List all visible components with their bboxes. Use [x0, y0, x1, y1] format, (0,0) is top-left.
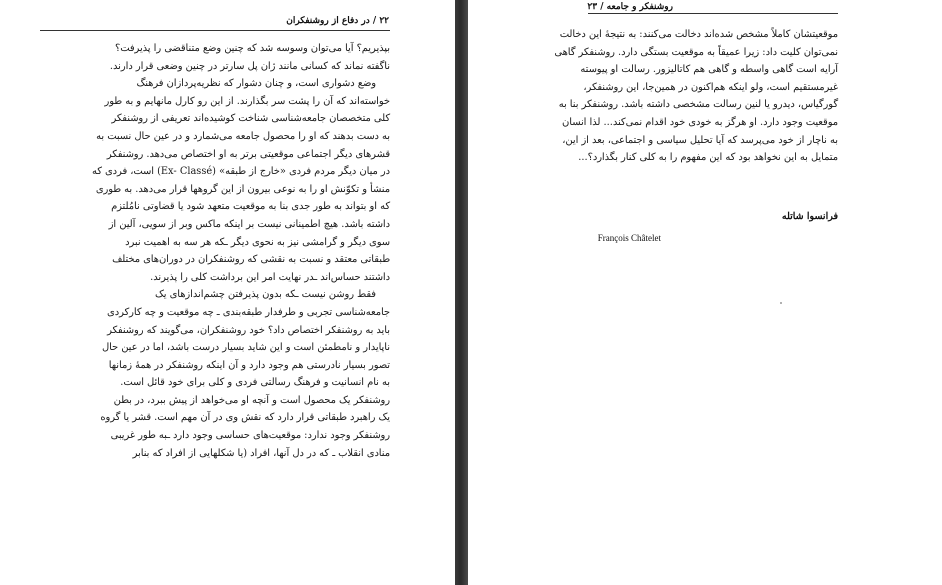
text-line: تصور بسیار نادرستی هم وجود دارد و آن اینکه روشنفکر در همهٔ زمانها — [108, 359, 390, 371]
book-spine-divider — [455, 0, 468, 585]
right-page — [468, 0, 942, 585]
author-signature-latin: François Châtelet — [597, 233, 661, 243]
text-line: بپذیریم؟ آیا می‌توان وسوسه شد که چنین وضع متناقضی را پذیرفت؟ — [115, 43, 390, 54]
text-line: سوی دیگر و گرامشی نیز به نحوی دیگر ـکه هر سه به اهمیت نبرد — [125, 236, 390, 248]
text-line: به نام انسانیت و فرهنگ رسالتی فردی و کلی برای خود قائل است. — [120, 377, 390, 389]
text-line: یک راهبرد طبقاتی قرار دارد که نقش وی در آن مهم است. قشر یا گروه — [100, 412, 390, 424]
left-page-header: ۲۲ / در دفاع از روشنفکران — [286, 16, 389, 26]
text-line: غیرمستقیم است، ولو اینکه هم‌اکنون در همین‌جا، این روشنفکر، — [583, 81, 838, 93]
paper-speck — [780, 302, 782, 304]
left-page — [0, 0, 455, 585]
text-line: آرایه است گاهی واسطه و گاهی هم کاتالیزور. رسالت او پیوسته — [580, 64, 838, 76]
text-line: به دست بدهند که او را محصول جامعه می‌شمارد و در عین حال نسبت به — [96, 130, 390, 142]
text-line: نمی‌توان کلیت داد: زیرا عمیقاً به موقعیت بستگی دارد. روشنفکر گاهی — [554, 46, 838, 58]
text-line: موقعیت وجود دارد. او هرگز به خودی خود اقدام نمی‌کند... لذا انسان — [562, 116, 838, 128]
text-line: وضع دشواری است، و چنان دشوار که نظریه‌پردازان فرهنگ — [136, 78, 376, 90]
text-line: به ناچار از خود می‌پرسد که آیا تحلیل سیاسی و اجتماعی، بعد از این، — [562, 134, 838, 146]
text-line: داشته باشد. هیچ اطمینانی نیست بر اینکه ماکس وبر از سویی، آلین از — [108, 218, 390, 230]
text-line: فقط روشن نیست ـکه بدون پذیرفتن چشم‌اندازهای یک — [154, 289, 376, 301]
text-line: موقعیتشان کاملاً مشخص شده‌اند دخالت می‌کنند: به نتیجهٔ این دخالت — [559, 29, 838, 40]
text-line: در میان دیگر مردم فردی «خارج از طبقه» (Ex- Classé) است، فردی که — [91, 166, 390, 178]
text-line: گورگیاس، دیدرو یا لنین رسالت مشخصی داشته باشد. روشنفکر بنا به — [558, 99, 838, 111]
text-line: باید به روشنفکر اختصاص داد؟ خود روشنفکران، می‌گویند که روشنفکر — [107, 324, 390, 336]
left-page-body — [42, 40, 390, 462]
text-line: ناپایدار و نامطمئن است و این شاید بسیار درست باشد، اما در عین حال — [101, 342, 390, 354]
author-signature-persian: فرانسوا شاتله — [781, 211, 838, 222]
text-line: منشأ و تکوّنش او را به نوعی بیرون از این گروهها قرار می‌دهد. به طوری — [95, 183, 390, 195]
right-header-rule — [588, 13, 838, 14]
text-line: طبقاتی معتقد و نسبت به نقشی که روشنفکران در دوران‌های مختلف — [112, 254, 390, 266]
text-line: منادی انقلاب ـ که در دل آنها، افراد (یا شکلهایی از افراد که بنابر — [132, 447, 390, 459]
text-line: ناگفته نماند که کسانی مانند ژان پل سارتر در چنین وضعی قرار دارند. — [109, 60, 390, 72]
text-line: روشنفکر وجود ندارد: موقعیت‌های حساسی وجود دارد ـبه طور غریبی — [110, 430, 390, 442]
text-line: کلی متخصصان جامعه‌شناسی شناخت کوشیده‌اند تعریفی از روشنفکر — [111, 113, 390, 125]
text-line: جامعه‌شناسی تجربی و طرفدار طبقه‌بندی ـ چه موقعیت و چه کارکردی — [107, 306, 390, 318]
text-line: خواسته‌اند که آن را پشت سر بگذارند. از این رو کارل مانهایم و به طور — [104, 95, 390, 107]
text-line: که او بتواند به طور جدی بنا به موقعیت متعهد شود یا قضاوتی نامُلتزم — [111, 201, 390, 213]
text-line: متمایل به این نخواهد بود که این مفهوم را به کلی کنار بگذارد؟... — [578, 152, 838, 164]
right-page-header: روشنفکر و جامعه / ۲۳ — [587, 2, 673, 12]
text-line: روشنفکر یک محصول است و آنچه او می‌خواهد از پیش ببرد، در بطن — [113, 394, 390, 406]
text-line: داشتند حساس‌اند ـدر نهایت امر این برداشت کلی را پذیرند. — [150, 271, 390, 283]
text-line: قشرهای دیگر اجتماعی موقعیتی برتر به او اختصاص می‌دهد. روشنفکر — [106, 148, 390, 160]
left-header-rule — [40, 30, 390, 31]
right-page-body — [554, 26, 838, 167]
